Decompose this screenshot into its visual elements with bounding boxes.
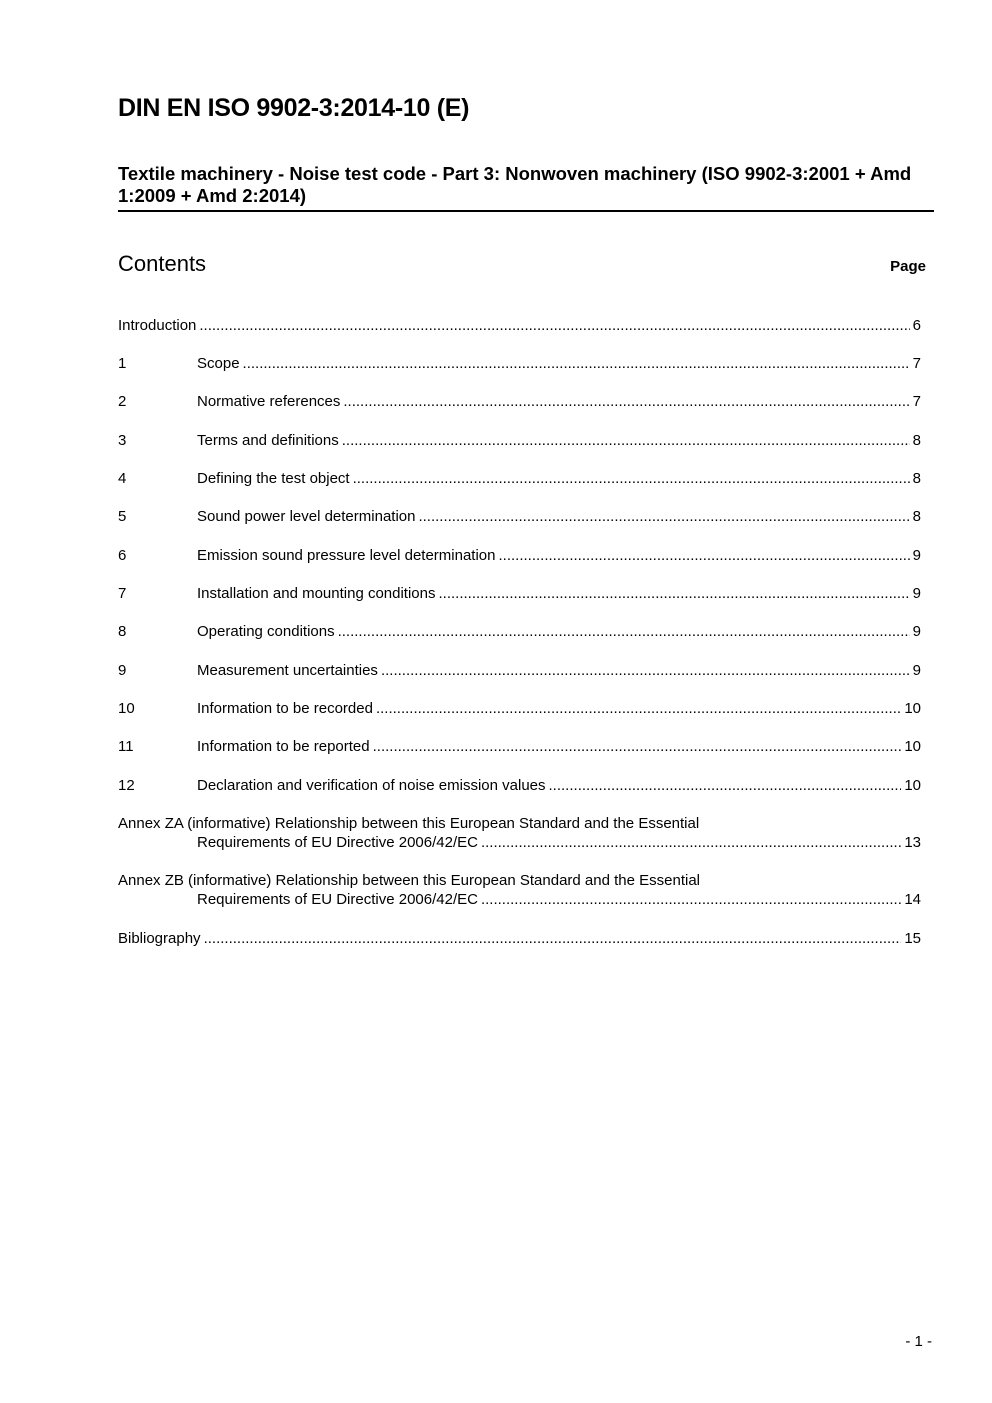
toc-entry-title: Sound power level determination [197,508,416,525]
toc-leader-dots [338,622,910,641]
toc-entry-sound-power-level[interactable] [118,507,921,526]
toc-entry-annex-zb[interactable] [118,871,921,909]
toc-leader-dots [439,584,910,603]
toc-entry-number: 10 [118,700,135,717]
toc-entry-information-recorded[interactable] [118,699,921,718]
toc-entry-title: Scope [197,355,240,372]
toc-entry-title: Emission sound pressure level determination [197,547,496,564]
toc-entry-title: Installation and mounting conditions [197,585,436,602]
toc-entry-number: 1 [118,355,127,372]
toc-leader-dots [353,469,910,488]
toc-entry-number: 3 [118,432,127,449]
contents-heading: Contents [118,251,207,276]
toc-leader-dots [498,546,909,565]
toc-leader-dots [381,661,910,680]
toc-entry-page: 9 [912,623,921,640]
toc-entry-terms-and-definitions[interactable] [118,431,921,450]
toc-annex-heading: Annex ZB (informative) Relationship between this European Standard and the Essential [118,872,701,889]
toc-entry-page: 14 [904,891,921,908]
toc-entry-title: Bibliography [118,930,201,947]
toc-entry-title: Declaration and verification of noise emission values [197,777,546,794]
toc-entry-normative-references[interactable] [118,392,921,411]
toc-entry-page: 6 [912,317,921,334]
toc-entry-number: 11 [118,738,134,755]
toc-entry-page: 7 [912,393,921,410]
toc-leader-dots [243,354,910,373]
toc-leader-dots [549,776,902,795]
toc-entry-number: 6 [118,547,127,564]
toc-entry-number: 2 [118,393,127,410]
toc-annex-continuation: Requirements of EU Directive 2006/42/EC [197,891,478,908]
toc-entry-title: Introduction [118,317,197,334]
toc-entry-number: 4 [118,470,127,487]
subtitle-rule [118,210,934,212]
toc-entry-emission-sound-pressure[interactable] [118,546,921,565]
toc-leader-dots [481,833,901,852]
toc-annex-heading: Annex ZA (informative) Relationship between this European Standard and the Essential [118,815,700,832]
toc-entry-title: Measurement uncertainties [197,662,378,679]
toc-entry-number: 12 [118,777,135,794]
page-number: - 1 - [905,1333,932,1350]
toc-leader-dots [204,929,902,948]
toc-entry-measurement-uncertainties[interactable] [118,661,921,680]
toc-entry-declaration-verification[interactable] [118,776,921,795]
toc-leader-dots [373,737,902,756]
toc-entry-bibliography[interactable] [118,929,921,948]
toc-entry-page: 15 [904,930,921,947]
toc-entry-number: 5 [118,508,127,525]
toc-entry-page: 8 [912,470,921,487]
toc-entry-information-reported[interactable] [118,737,921,756]
toc-leader-dots [199,316,909,335]
toc-leader-dots [418,507,909,526]
toc-entry-title: Terms and definitions [197,432,339,449]
toc-entry-installation-mounting[interactable] [118,584,921,603]
toc-entry-number: 9 [118,662,127,679]
toc-entry-page: 7 [912,355,921,372]
toc-entry-page: 10 [904,700,921,717]
toc-entry-title: Information to be recorded [197,700,373,717]
toc-entry-introduction[interactable] [118,316,921,335]
toc-entry-page: 8 [912,432,921,449]
document-subtitle: Textile machinery - Noise test code - Part 3: Nonwoven machinery (ISO 9902-3:2001 + Amd 1:2009 + Amd 2:2014) [118,163,912,206]
toc-entry-page: 9 [912,585,921,602]
toc-leader-dots [342,431,910,450]
toc-entry-page: 9 [912,662,921,679]
toc-entry-title: Information to be reported [197,738,370,755]
toc-leader-dots [481,890,901,909]
toc-entry-defining-test-object[interactable] [118,469,921,488]
toc-entry-scope[interactable] [118,354,921,373]
toc-entry-page: 10 [904,738,921,755]
toc-entry-page: 8 [912,508,921,525]
toc-leader-dots [343,392,909,411]
toc-annex-continuation: Requirements of EU Directive 2006/42/EC [197,834,478,851]
document-title: DIN EN ISO 9902-3:2014-10 (E) [118,94,470,122]
toc-entry-operating-conditions[interactable] [118,622,921,641]
toc-entry-number: 7 [118,585,127,602]
toc-entry-page: 10 [904,777,921,794]
toc-entry-page: 9 [912,547,921,564]
page-column-heading: Page [890,258,926,275]
toc-entry-title: Normative references [197,393,341,410]
toc-entry-number: 8 [118,623,127,640]
toc-entry-annex-za[interactable] [118,814,921,852]
toc-entry-page: 13 [904,834,921,851]
toc-entry-title: Defining the test object [197,470,350,487]
toc-leader-dots [376,699,901,718]
toc-entry-title: Operating conditions [197,623,335,640]
